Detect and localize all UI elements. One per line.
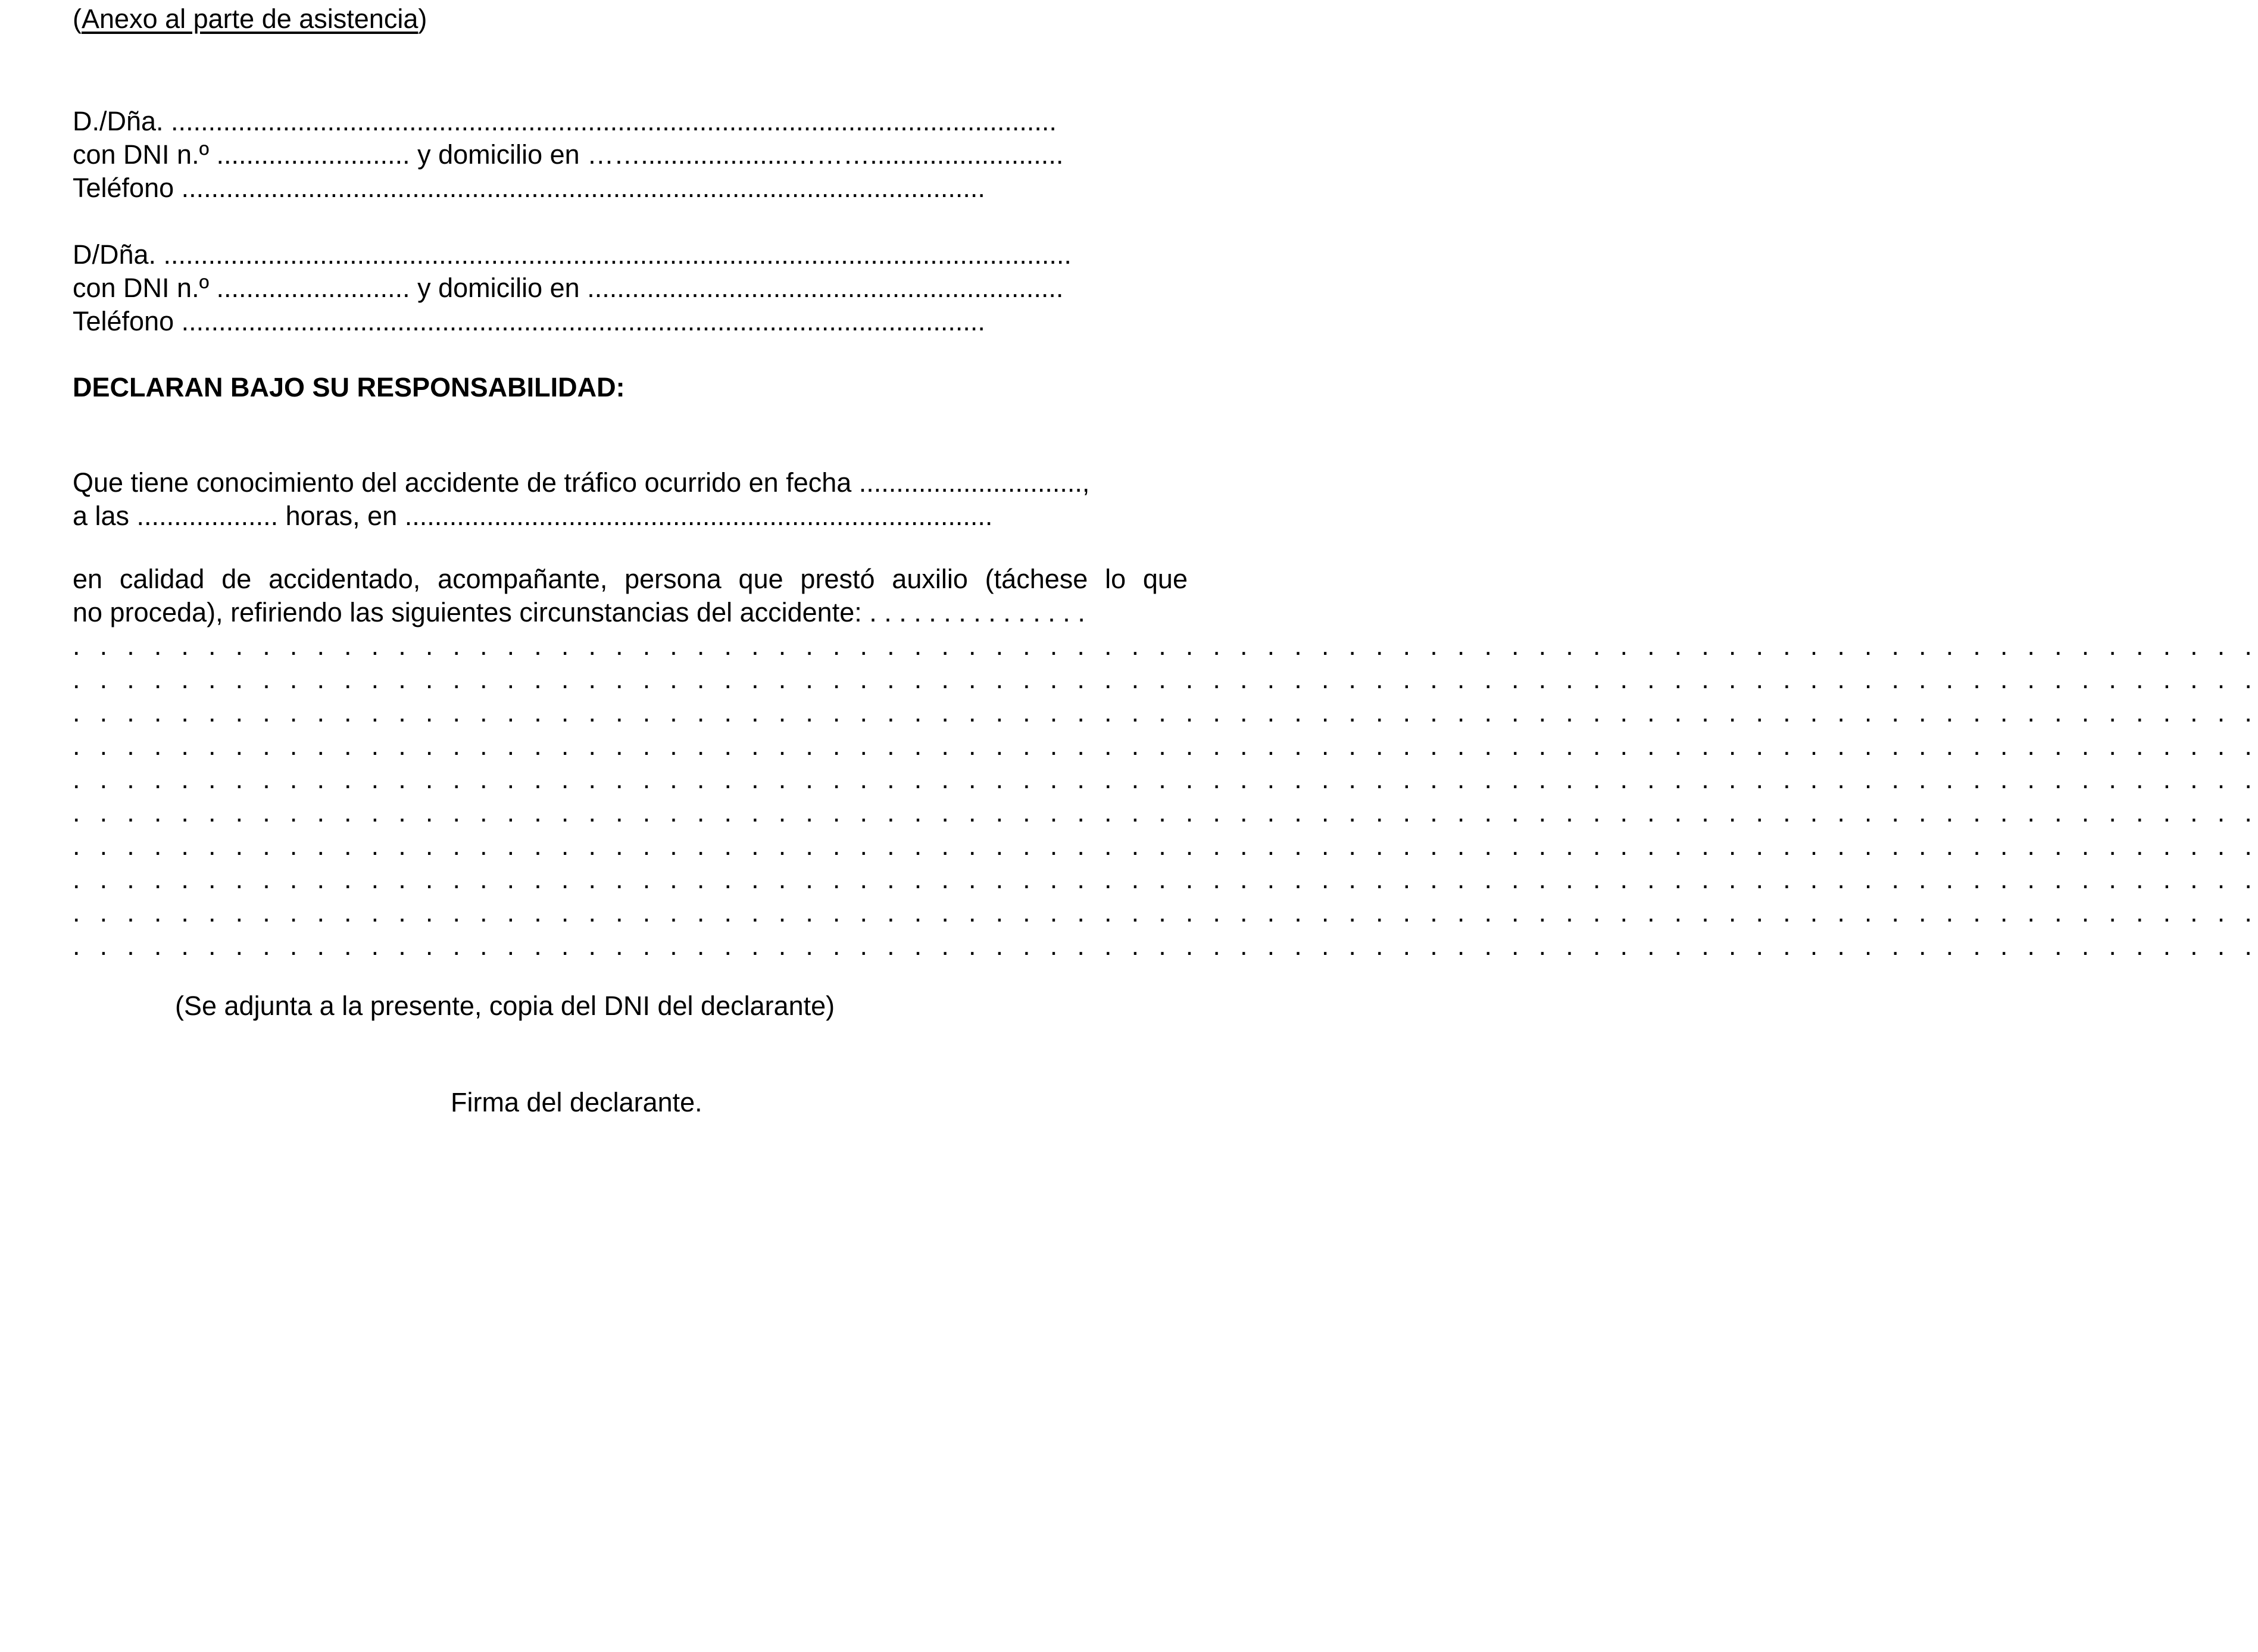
close-paren: ) (418, 4, 427, 34)
declaration-heading: DECLARAN BAJO SU RESPONSABILIDAD: (73, 372, 625, 402)
circumstances-dotted-line: . . . . . . . . . . . . . . . . . . . . . . . . . . . . . . . . . . . . . . . . . . . . . . . . . . . . . . . . . . . . . . . . . . . . . . . . . . . . . . . . . (73, 764, 2258, 794)
circumstances-dotted-line: . . . . . . . . . . . . . . . . . . . . . . . . . . . . . . . . . . . . . . . . . . . . . . . . . . . . . . . . . . . . . . . . . . . . . . . . . . . . . . . . . (73, 630, 2258, 661)
circumstances-dotted-line: . . . . . . . . . . . . . . . . . . . . . . . . . . . . . . . . . . . . . . . . . . . . . . . . . . . . . . . . . . . . . . . . . . . . . . . . . . . . . . . . . (73, 897, 2258, 928)
declarant1-phone-line: Teléfono ............................................................................................................ (73, 173, 985, 203)
attachment-note: (Se adjunta a la presente, copia del DNI del declarante) (175, 991, 835, 1021)
circumstances-dotted-line: . . . . . . . . . . . . . . . . . . . . . . . . . . . . . . . . . . . . . . . . . . . . . . . . . . . . . . . . . . . . . . . . . . . . . . . . . . . . . . . . . (73, 830, 2258, 861)
annex-header (73, 2, 427, 36)
statement-line-3: en calidad de accidentado, acompañante, persona que prestó auxilio (táchese lo que (73, 564, 1188, 594)
declarant2-dni-line: con DNI n.º .......................... y domicilio en ................................................................ (73, 273, 1064, 303)
signature-label: Firma del declarante. (451, 1087, 702, 1117)
declarant1-dni-line: con DNI n.º .......................... y domicilio en ……....................……….......................... (73, 139, 1064, 170)
declarant1-name-line: D./Dña. ....................................................................................................................... (73, 106, 1057, 136)
circumstances-dotted-line: . . . . . . . . . . . . . . . . . . . . . . . . . . . . . . . . . . . . . . . . . . . . . . . . . . . . . . . . . . . . . . . . . . . . . . . . . . . . . . . . . (73, 730, 2258, 761)
declarant2-name-line: D/Dña. .......................................................................................................................... (73, 239, 1072, 270)
statement-line-4: no proceda), refiriendo las siguientes circunstancias del accidente: . . . . . . . . . . . . . . . (73, 597, 1085, 627)
annex-title: Anexo al parte de asistencia (82, 4, 419, 34)
open-paren: ( (73, 4, 82, 34)
statement-line-2: a las ................... horas, en ............................................................................... (73, 501, 993, 531)
statement-line-1: Que tiene conocimiento del accidente de tráfico ocurrido en fecha .............................., (73, 467, 1090, 498)
circumstances-dotted-line: . . . . . . . . . . . . . . . . . . . . . . . . . . . . . . . . . . . . . . . . . . . . . . . . . . . . . . . . . . . . . . . . . . . . . . . . . . . . . . . . . (73, 864, 2258, 894)
declarant2-phone-line: Teléfono ............................................................................................................ (73, 306, 985, 336)
circumstances-dotted-line: . . . . . . . . . . . . . . . . . . . . . . . . . . . . . . . . . . . . . . . . . . . . . . . . . . . . . . . . . . . . . . . . . . . . . . . . . . . . . . . . . (73, 664, 2258, 694)
circumstances-dotted-line: . . . . . . . . . . . . . . . . . . . . . . . . . . . . . . . . . . . . . . . . . . . . . . . . . . . . . . . . . . . . . . . . . . . . . . . . . . . . . . . . . (73, 930, 2258, 961)
circumstances-dotted-line: . . . . . . . . . . . . . . . . . . . . . . . . . . . . . . . . . . . . . . . . . . . . . . . . . . . . . . . . . . . . . . . . . . . . . . . . . . . . . . . . . (73, 797, 2258, 827)
circumstances-dotted-line: . . . . . . . . . . . . . . . . . . . . . . . . . . . . . . . . . . . . . . . . . . . . . . . . . . . . . . . . . . . . . . . . . . . . . . . . . . . . . . . . . (73, 697, 2258, 727)
